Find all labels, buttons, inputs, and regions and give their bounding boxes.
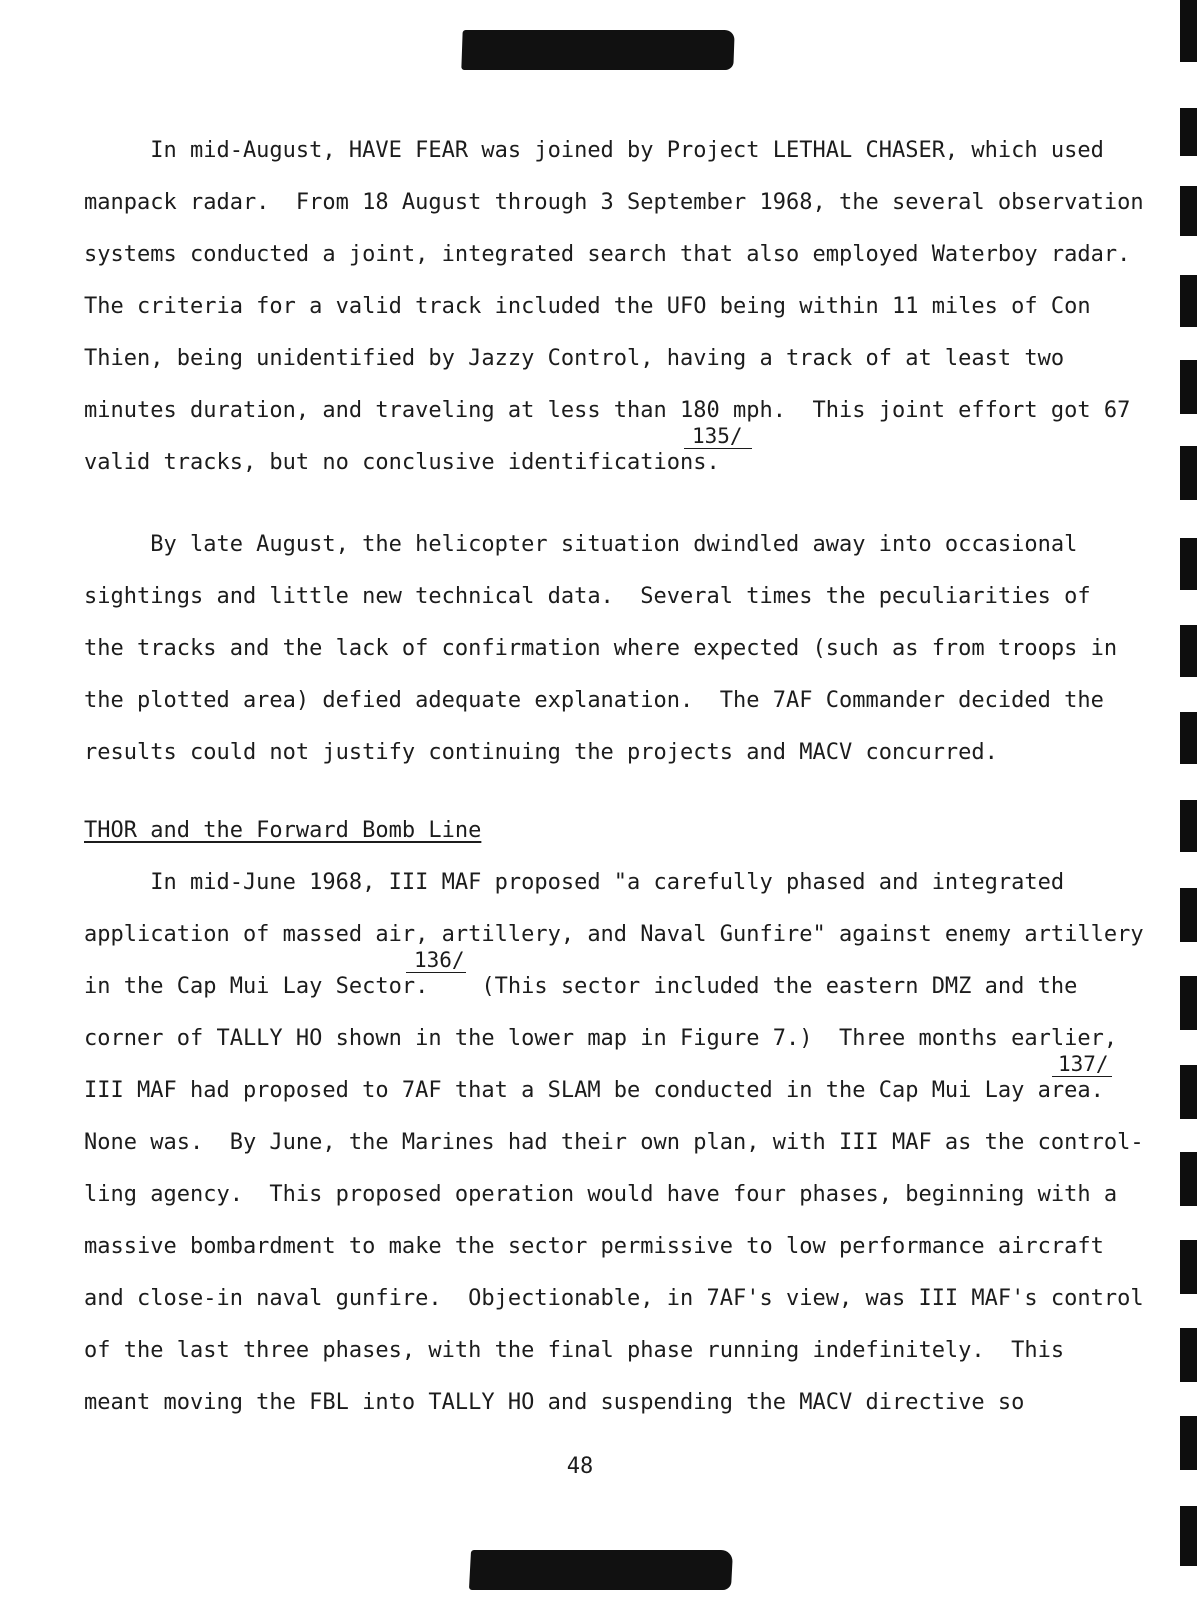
binder-edge-mark — [1180, 1506, 1197, 1566]
text-line: and close-in naval gunfire. Objectionable, in 7AF's view, was III MAF's control — [84, 1286, 1144, 1311]
text-line: results could not justify continuing the projects and MACV concurred. — [84, 740, 998, 765]
text-line: massive bombardment to make the sector permissive to low performance aircraft — [84, 1234, 1104, 1259]
classification-marking-bottom — [469, 1550, 733, 1590]
classification-marking-top — [461, 30, 734, 70]
text-line: In mid-June 1968, III MAF proposed "a carefully phased and integrated — [84, 870, 1065, 895]
binder-edge-mark — [1180, 360, 1197, 414]
binder-edge-mark — [1180, 800, 1197, 852]
binder-edge-mark — [1180, 1240, 1197, 1294]
text-line: corner of TALLY HO shown in the lower map in Figure 7.) Three months earlier, — [84, 1026, 1118, 1051]
binder-edge-mark — [1180, 1065, 1197, 1119]
text-line: sightings and little new technical data. Several times the peculiarities of — [84, 584, 1091, 609]
text-line: minutes duration, and traveling at less than 180 mph. This joint effort got 67 — [84, 398, 1131, 423]
binder-edge-mark — [1180, 275, 1197, 327]
text-line: meant moving the FBL into TALLY HO and suspending the MACV directive so — [84, 1390, 1025, 1415]
binder-edge-mark — [1180, 888, 1197, 942]
text-line: the tracks and the lack of confirmation where expected (such as from troops in — [84, 636, 1118, 661]
text-line: In mid-August, HAVE FEAR was joined by Project LETHAL CHASER, which used — [84, 138, 1104, 163]
binder-edge-mark — [1180, 1416, 1197, 1470]
text-line: valid tracks, but no conclusive identifications. — [84, 450, 720, 475]
text-line: The criteria for a valid track included the UFO being within 11 miles of Con — [84, 294, 1091, 319]
footnote-reference: 135/ — [684, 424, 752, 449]
text-line: in the Cap Mui Lay Sector. (This sector included the eastern DMZ and the — [84, 974, 1078, 999]
binder-edge-mark — [1180, 446, 1197, 500]
text-line: III MAF had proposed to 7AF that a SLAM be conducted in the Cap Mui Lay area. — [84, 1078, 1104, 1103]
footnote-reference: 136/ — [406, 948, 466, 973]
binder-edge-mark — [1180, 712, 1197, 764]
binder-edge-mark — [1180, 538, 1197, 590]
text-line: systems conducted a joint, integrated search that also employed Waterboy radar. — [84, 242, 1131, 267]
text-line: the plotted area) defied adequate explanation. The 7AF Commander decided the — [84, 688, 1104, 713]
text-line: ling agency. This proposed operation would have four phases, beginning with a — [84, 1182, 1118, 1207]
text-line: None was. By June, the Marines had their own plan, with III MAF as the control- — [84, 1130, 1144, 1155]
text-line: manpack radar. From 18 August through 3 September 1968, the several observation — [84, 190, 1144, 215]
text-line: of the last three phases, with the final phase running indefinitely. This — [84, 1338, 1065, 1363]
text-line: application of massed air, artillery, and Naval Gunfire" against enemy artillery — [84, 922, 1144, 947]
binder-edge-mark — [1180, 186, 1197, 236]
section-heading: THOR and the Forward Bomb Line — [84, 818, 482, 843]
text-line: Thien, being unidentified by Jazzy Control, having a track of at least two — [84, 346, 1065, 371]
text-line: By late August, the helicopter situation dwindled away into occasional — [84, 532, 1078, 557]
page-number: 48 — [566, 1454, 594, 1479]
binder-edge-mark — [1180, 1152, 1197, 1206]
binder-edge-mark — [1180, 625, 1197, 677]
binder-edge-mark — [1180, 976, 1197, 1030]
binder-edge-mark — [1180, 108, 1197, 156]
binder-edge-mark — [1180, 0, 1197, 62]
binder-edge-mark — [1180, 1328, 1197, 1382]
footnote-reference: 137/ — [1052, 1052, 1112, 1077]
